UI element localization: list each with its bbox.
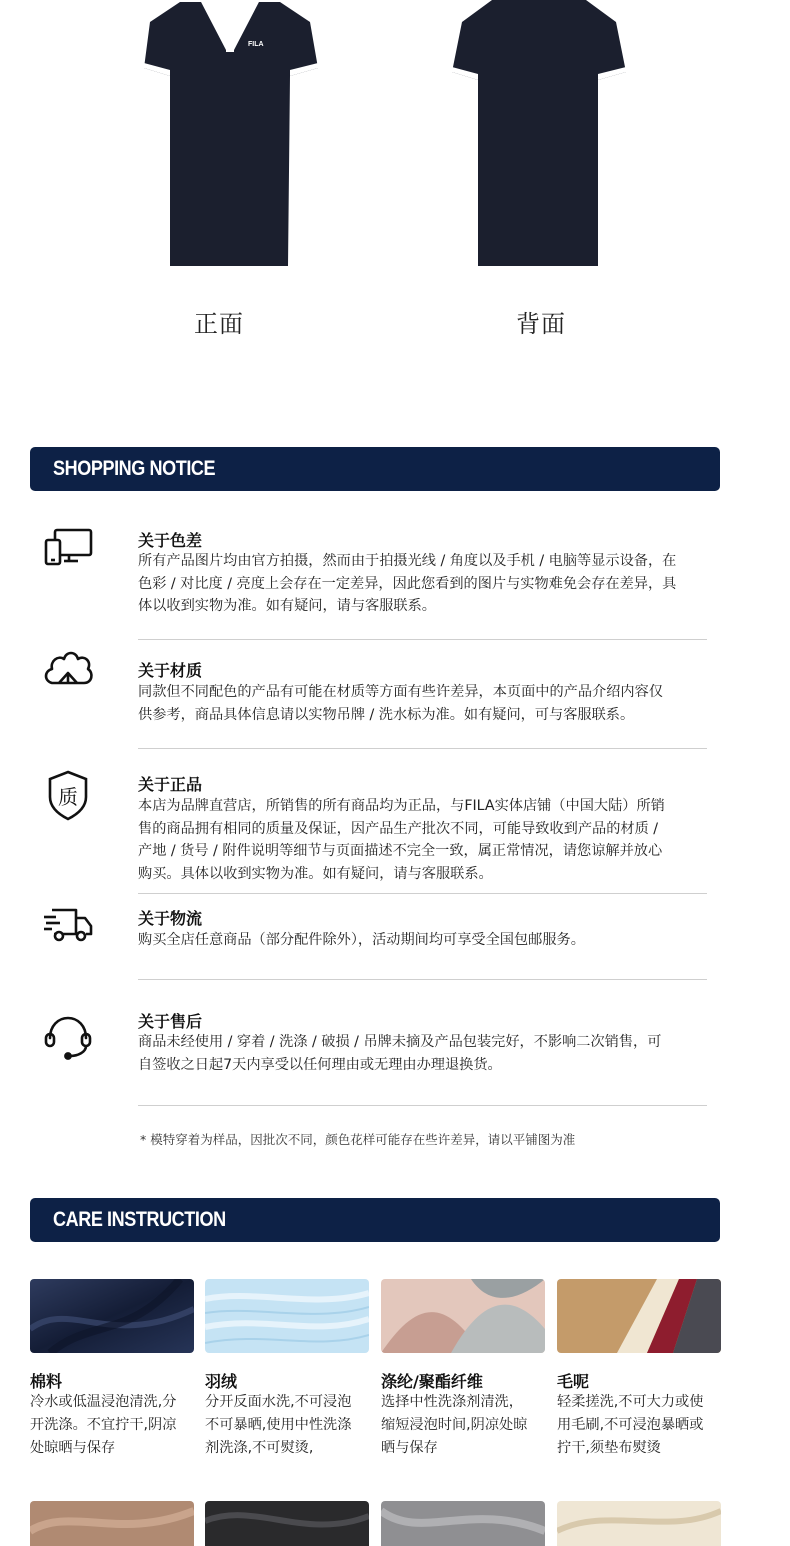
product-back-view: [448, 0, 630, 270]
care-line: 冷水或低温浸泡清洗,分: [30, 1394, 177, 1410]
notice-body-aftersales: [138, 1031, 710, 1076]
fila-logo: FILA: [248, 41, 264, 48]
care-line: 剂洗涤,不可熨烫,: [205, 1440, 314, 1456]
care-line: 不可暴晒,使用中性洗涤: [205, 1417, 352, 1433]
care-line: 晒与保存: [381, 1440, 438, 1456]
notice-title-material: 关于材质: [138, 661, 203, 680]
notice-divider: [138, 639, 707, 640]
shopping-notice-heading: SHOPPING NOTICE: [53, 457, 216, 480]
cream-fabric-swatch: [557, 1501, 721, 1546]
notice-divider: [138, 1105, 707, 1106]
polyester-fabric-swatch: [381, 1279, 545, 1353]
shopping-notice-banner: [30, 447, 720, 491]
notice-line: 体以收到实物为准。如有疑问，请与客服联系。: [138, 598, 436, 614]
care-line: 处晾晒与保存: [30, 1440, 116, 1456]
care-body-cotton: [30, 1391, 200, 1460]
care-title-polyester: 涤纶/聚酯纤维: [381, 1372, 483, 1391]
notice-line: 售的商品拥有相同的质量及保证，因产品生产批次不同，可能导致收到产品的材质 /: [138, 820, 659, 837]
front-view-label: 正面: [194, 310, 244, 338]
notice-title-aftersales: 关于售后: [138, 1012, 203, 1031]
leather-fabric-swatch: [205, 1501, 369, 1546]
notice-line: 同款但不同配色的产品有可能在材质等方面有些许差异，本页面中的产品介绍内容仅: [138, 684, 663, 700]
notice-divider: [138, 748, 707, 749]
notice-line: 购买。具体以收到实物为准。如有疑问，请与客服联系。: [138, 865, 493, 882]
cotton-icon: [42, 645, 94, 697]
care-instruction-banner: [30, 1198, 720, 1242]
care-body-wool: [557, 1391, 727, 1460]
notice-title-authentic: 关于正品: [138, 775, 203, 794]
care-line: 开洗涤。不宜拧干,阴凉: [30, 1417, 177, 1433]
wool-fabric-swatch: [557, 1279, 721, 1353]
notice-body-color: [138, 550, 710, 618]
care-line: 用毛刷,不可浸泡暴晒或: [557, 1417, 704, 1433]
delivery-truck-icon: [42, 898, 94, 950]
care-instruction-heading: CARE INSTRUCTION: [53, 1208, 226, 1231]
notice-body-logistics: [138, 929, 710, 952]
notice-divider: [138, 893, 707, 894]
notice-line: 色彩 / 对比度 / 亮度上会存在一定差异，因此您看到的图片与实物难免会存在差异，具: [138, 575, 677, 592]
notice-body-authentic: [138, 795, 710, 885]
care-title-cotton: 棉料: [30, 1372, 63, 1391]
care-body-polyester: [381, 1391, 551, 1460]
cotton-fabric-swatch: [30, 1279, 194, 1353]
care-line: 缩短浸泡时间,阴凉处晾: [381, 1417, 528, 1433]
headset-icon: [42, 1010, 94, 1062]
notice-line: 自签收之日起7天内享受以任何理由或无理由办理退换货。: [138, 1056, 502, 1073]
notice-line: 产地 / 货号 / 附件说明等细节与页面描述不完全一致，属正常情况，请您谅解并放心: [138, 843, 663, 859]
care-line: 选择中性洗涤剂清洗，: [381, 1394, 523, 1410]
care-body-down: [205, 1391, 375, 1460]
product-front-view: [140, 0, 322, 270]
notice-title-logistics: 关于物流: [138, 909, 203, 928]
notice-line: 供参考，商品具体信息请以实物吊牌 / 洗水标为准。如有疑问，可与客服联系。: [138, 706, 635, 723]
notice-line: 购买全店任意商品（部分配件除外），活动期间均可享受全国包邮服务。: [138, 932, 585, 948]
notice-line: 所有产品图片均由官方拍摄，然而由于拍摄光线 / 角度以及手机 / 电脑等显示设备，在: [138, 553, 677, 569]
notice-divider: [138, 979, 707, 980]
notice-line: 商品未经使用 / 穿着 / 洗涤 / 破损 / 吊牌未摘及产品包装完好，不影响二次销售，可: [138, 1034, 662, 1050]
suede-fabric-swatch: [30, 1501, 194, 1546]
care-line: 分开反面水洗,不可浸泡: [205, 1394, 352, 1410]
care-line: 拧干,须垫布熨烫: [557, 1440, 661, 1456]
svg-text:质: 质: [58, 785, 78, 809]
dress-back-image: [448, 0, 630, 270]
care-title-down: 羽绒: [205, 1372, 238, 1391]
care-line: 轻柔搓洗,不可大力或使: [557, 1394, 704, 1410]
care-title-wool: 毛呢: [557, 1372, 590, 1391]
notice-body-material: [138, 681, 710, 726]
notice-footnote: * 模特穿着为样品，因批次不同，颜色花样可能存在些许差异，请以平铺图为准: [140, 1132, 576, 1147]
monitor-phone-icon: [42, 523, 94, 575]
notice-title-color: 关于色差: [138, 531, 203, 550]
dress-front-image: [140, 0, 322, 270]
notice-line: 本店为品牌直营店，所销售的所有商品均为正品，与FILA实体店铺（中国大陆）所销: [138, 798, 665, 814]
quality-shield-icon: [42, 769, 94, 821]
grey-fabric-swatch: [381, 1501, 545, 1546]
back-view-label: 背面: [516, 310, 566, 338]
down-fabric-swatch: [205, 1279, 369, 1353]
